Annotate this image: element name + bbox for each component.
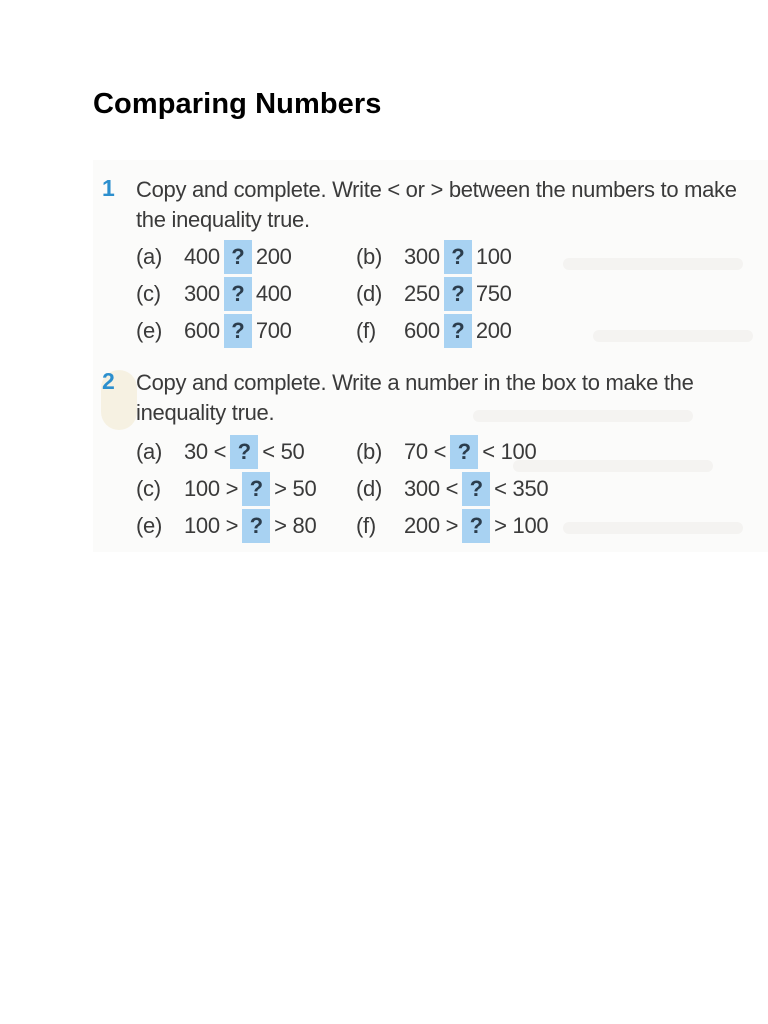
item-right-value: 700 bbox=[255, 318, 292, 343]
item-left-value: 300 bbox=[184, 281, 220, 306]
item-right-value: < 100 bbox=[482, 439, 537, 464]
item-right-value: 100 bbox=[475, 244, 512, 269]
item-right-value: 200 bbox=[475, 318, 512, 343]
item-label: (d) bbox=[356, 476, 382, 501]
exercise-item bbox=[356, 435, 536, 469]
exercise-item bbox=[356, 472, 548, 506]
item-label: (b) bbox=[356, 244, 382, 269]
item-right-value: 200 bbox=[255, 244, 292, 269]
answer-box[interactable]: ? bbox=[224, 240, 252, 274]
answer-box[interactable]: ? bbox=[462, 472, 490, 506]
answer-box[interactable]: ? bbox=[224, 277, 252, 311]
question-instruction: Copy and complete. Write < or > between the numbers to make the inequality true. bbox=[136, 177, 737, 232]
page-title: Comparing Numbers bbox=[93, 88, 382, 120]
item-left-value: 400 bbox=[184, 244, 220, 269]
exercise-item bbox=[136, 314, 292, 348]
item-right-value: > 100 bbox=[494, 513, 549, 538]
textbook-excerpt bbox=[93, 160, 768, 552]
item-left-value: 250 bbox=[404, 281, 440, 306]
item-right-value: > 80 bbox=[274, 513, 317, 538]
item-left-value: 70 < bbox=[404, 439, 447, 464]
show-through-mark bbox=[563, 522, 743, 534]
item-right-value: < 350 bbox=[494, 476, 549, 501]
item-label: (b) bbox=[356, 439, 382, 464]
answer-box[interactable]: ? bbox=[242, 472, 270, 506]
item-right-value: > 50 bbox=[274, 476, 317, 501]
item-left-value: 100 > bbox=[184, 476, 239, 501]
item-label: (d) bbox=[356, 281, 382, 306]
item-left-value: 300 < bbox=[404, 476, 459, 501]
item-right-value: < 50 bbox=[262, 439, 305, 464]
show-through-mark bbox=[513, 460, 713, 472]
item-label: (f) bbox=[356, 513, 376, 538]
item-label: (c) bbox=[136, 476, 161, 501]
item-left-value: 200 > bbox=[404, 513, 459, 538]
exercise-item bbox=[136, 435, 304, 469]
answer-box[interactable]: ? bbox=[462, 509, 490, 543]
item-left-value: 600 bbox=[184, 318, 220, 343]
exercise-item bbox=[136, 277, 292, 311]
exercise-item bbox=[136, 240, 292, 274]
item-right-value: 400 bbox=[255, 281, 292, 306]
answer-box[interactable]: ? bbox=[444, 314, 472, 348]
item-left-value: 600 bbox=[404, 318, 440, 343]
show-through-mark bbox=[563, 258, 743, 270]
exercise-item bbox=[356, 240, 512, 274]
question-number: 2 bbox=[102, 368, 115, 394]
item-label: (f) bbox=[356, 318, 376, 343]
item-left-value: 300 bbox=[404, 244, 440, 269]
item-label: (e) bbox=[136, 513, 162, 538]
answer-box[interactable]: ? bbox=[450, 435, 478, 469]
item-label: (a) bbox=[136, 244, 162, 269]
answer-box[interactable]: ? bbox=[444, 240, 472, 274]
show-through-mark bbox=[593, 330, 753, 342]
item-right-value: 750 bbox=[475, 281, 512, 306]
question-instruction: Copy and complete. Write a number in the box to make the inequality true. bbox=[136, 370, 694, 425]
answer-box[interactable]: ? bbox=[224, 314, 252, 348]
item-label: (a) bbox=[136, 439, 162, 464]
question-number: 1 bbox=[102, 175, 115, 201]
item-label: (e) bbox=[136, 318, 162, 343]
exercise-item bbox=[356, 277, 512, 311]
exercise-item bbox=[356, 314, 512, 348]
item-label: (c) bbox=[136, 281, 161, 306]
answer-box[interactable]: ? bbox=[230, 435, 258, 469]
item-left-value: 30 < bbox=[184, 439, 227, 464]
answer-box[interactable]: ? bbox=[242, 509, 270, 543]
answer-box[interactable]: ? bbox=[444, 277, 472, 311]
exercise-item bbox=[136, 509, 316, 543]
exercise-item bbox=[356, 509, 548, 543]
exercise-item bbox=[136, 472, 316, 506]
item-left-value: 100 > bbox=[184, 513, 239, 538]
